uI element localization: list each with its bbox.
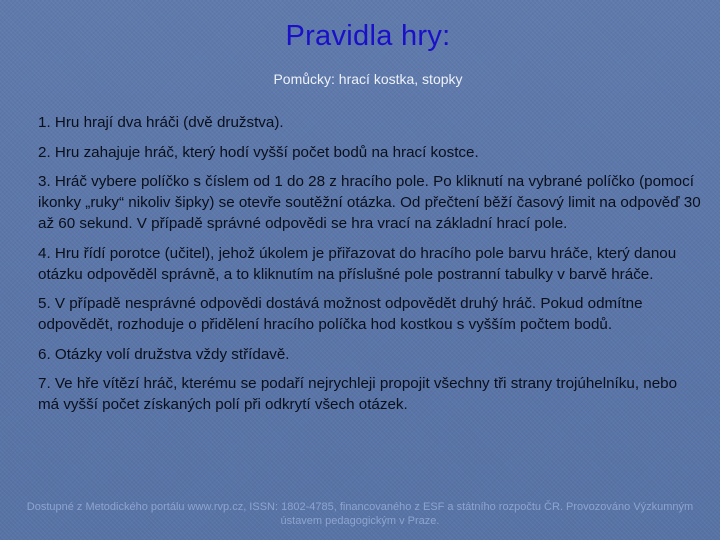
rules-list [38, 112, 702, 424]
slide-footer: Dostupné z Metodického portálu www.rvp.cz, ISSN: 1802-4785, financovaného z ESF a státního rozpočtu ČR. Provozováno Výzkumným ústavem pedagogickým v Praze. [26, 501, 694, 527]
rule-item-5: 5. V případě nesprávné odpovědi dostává možnost odpovědět druhý hráč. Pokud odmítne odpovědět, rozhoduje o přidělení hracího políčka hod kostkou s vyšším počtem bodů. [38, 295, 643, 333]
rule-item-7: 7. Ve hře vítězí hráč, kterému se podaří nejrychleji propojit všechny tři strany trojúhelníku, nebo má vyšší počet získaných polí při odkrytí všech otázek. [38, 375, 678, 413]
slide-title: Pravidla hry: [285, 20, 451, 52]
rule-item-6: 6. Otázky volí družstva vždy střídavě. [38, 345, 290, 363]
slide-subtitle: Pomůcky: hrací kostka, stopky [273, 71, 463, 87]
rule-item-1: 1. Hru hrají dva hráči (dvě družstva). [38, 114, 284, 131]
rule-item-2: 2. Hru zahajuje hráč, který hodí vyšší počet bodů na hrací kostce. [38, 143, 479, 161]
rule-item-3: 3. Hráč vybere políčko s číslem od 1 do 28 z hracího pole. Po kliknutí na vybrané políčko (pomocí ikonky „ruky“ nikoliv šipky) se otevře soutěžní otázka. Od přečtení běží časový limit na odpověď 30 až 60 sekund. V případě správné odpovědi se hra vrací na základní hrací pole. [38, 173, 701, 232]
rule-item-4: 4. Hru řídí porotce (učitel), jehož úkolem je přiřazovat do hracího pole barvu hráče, který danou otázku odpověděl správně, a to kliknutím na příslušné pole postranní tabulky v barvě hráče. [38, 244, 677, 283]
